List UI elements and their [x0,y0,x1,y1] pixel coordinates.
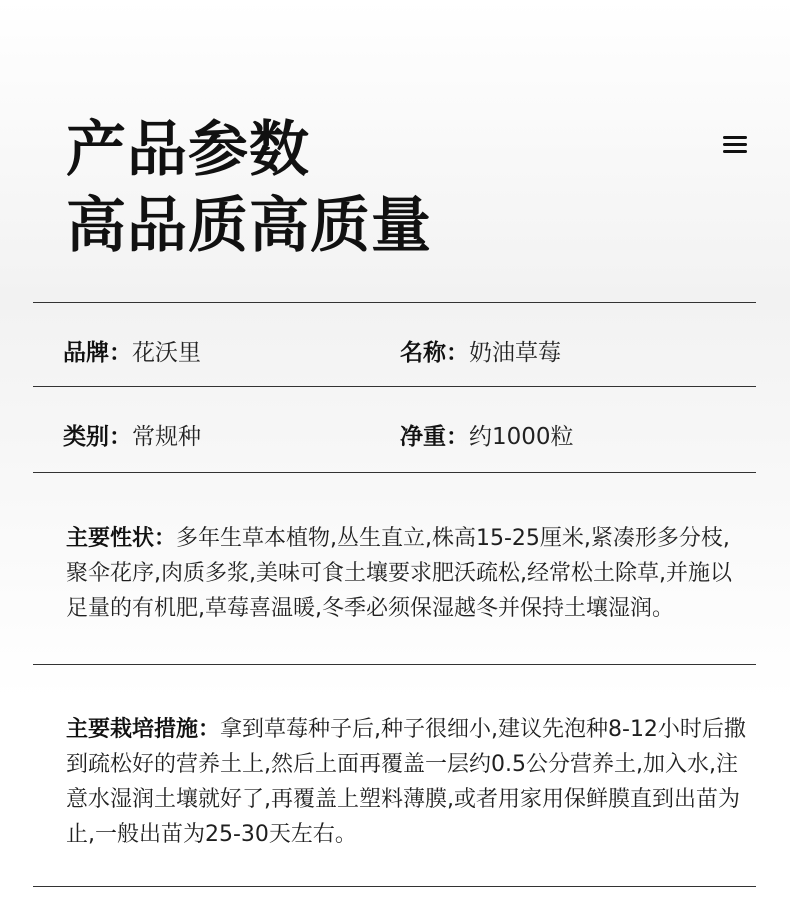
cultivation-text: 拿到草莓种子后,种子很细小,建议先泡种8-12小时后撒到疏松好的营养土上,然后上面再覆盖一层约0.5公分营养土,加入水,注意水湿润土壤就好了,再覆盖上塑料薄膜,或者用家用保鲜膜直到出苗为止,一般出苗为25-30天左右。 [66,717,746,847]
param-value-weight: 约1000粒 [469,423,574,450]
cultivation-label: 主要栽培措施： [66,717,221,742]
param-value-brand: 花沃里 [132,339,201,366]
menu-bar-top [723,136,747,139]
cultivation-section [66,712,746,852]
divider [33,302,756,303]
divider [33,886,756,887]
param-name [400,308,561,392]
menu-bar-bottom [723,150,747,153]
menu-bar-middle [723,143,747,146]
hamburger-menu-icon[interactable] [723,136,747,154]
traits-text: 多年生草本植物,丛生直立,株高15-25厘米,紧凑形多分枝,聚伞花序,肉质多浆,美味可食土壤要求肥沃疏松,经常松土除草,并施以足量的有机肥,草莓喜温暖,冬季必须保湿越冬并保持土壤湿润。 [66,526,732,621]
param-category [63,392,201,476]
param-label-weight: 净重： [400,423,469,450]
divider [33,472,756,473]
param-row-category-weight [33,392,756,476]
param-value-category: 常规种 [132,423,201,450]
param-label-category: 类别： [63,423,132,450]
title-line-1: 产品参数 [66,115,310,185]
divider [33,664,756,665]
param-label-name: 名称： [400,339,469,366]
param-value-name: 奶油草莓 [469,339,561,366]
divider [33,386,756,387]
param-brand [63,308,201,392]
param-label-brand: 品牌： [63,339,132,366]
traits-section [66,521,746,626]
traits-label: 主要性状： [66,526,177,551]
title-line-2: 高品质高质量 [66,191,432,261]
param-row-brand-name [33,308,756,392]
param-weight [400,392,574,476]
page-title [66,112,432,264]
